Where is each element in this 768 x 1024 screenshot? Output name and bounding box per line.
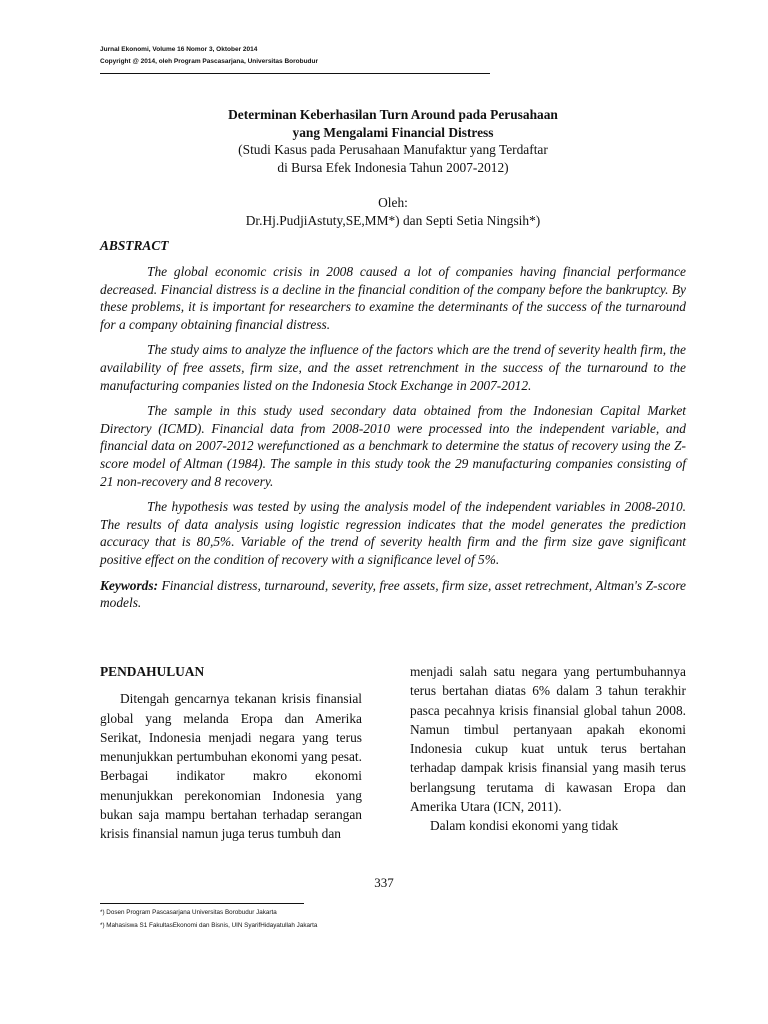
paper-title-line-1: Determinan Keberhasilan Turn Around pada Perusahaan — [228, 107, 558, 122]
abstract-body — [100, 263, 686, 620]
by-label: Oleh: — [378, 195, 408, 211]
keywords-list: Financial distress, turnaround, severity, free assets, firm size, asset retrechment, Altman's Z-score models. — [100, 577, 686, 611]
journal-volume-line: Jurnal Ekonomi, Volume 16 Nomor 3, Oktober 2014 — [100, 46, 258, 53]
copyright-line: Copyright @ 2014, oleh Program Pascasarjana, Universitas Borobudur — [100, 58, 319, 65]
abstract-paragraph-3: The sample in this study used secondary data obtained from the Indonesian Capital Market Directory (ICMD). Financial data from 2008-2010 were processed into the independent variable, and financial data on 2007-2012 werefunctioned as a benchmark to determine the status of recovery using the Z-score model of Altman (1984). The sample in this study took the 29 manufacturing companies consisting of 21 non-recovery and 8 recovery. — [100, 403, 686, 489]
abstract-paragraph-4: The hypothesis was tested by using the analysis model of the independent variables in 2008-2010. The results of data analysis using logistic regression indicates that the model generates the prediction accuracy that is 80,5%. Variable of the trend of severity health firm and the firm size gave significant positive effect on the condition of recovery with a significance level of 5%. — [100, 499, 686, 567]
intro-paragraph-right-2: Dalam kondisi ekonomi yang tidak — [430, 818, 619, 834]
footnotes — [100, 906, 600, 932]
paper-subtitle-line-2: di Bursa Efek Indonesia Tahun 2007-2012) — [277, 159, 509, 175]
abstract-paragraph-1: The global economic crisis in 2008 caused a lot of companies having financial performance decreased. Financial distress is a decline in the financial condition of the company before the bankruptcy. By these problems, it is important for researchers to examine the determinants of the success of the turnaround for a company obtaining financial distress. — [100, 264, 686, 332]
intro-paragraph-left: Ditengah gencarnya tekanan krisis finansial global yang melanda Eropa dan Amerika Serikat, Indonesia menjadi negara yang terus menunjukkan pertumbuhan ekonomi yang pesat. Berbagai indikator makro ekonomi menunjukkan perekonomian Indonesia yang bukan saja mampu bertahan terhadap serangan krisis finansial namun juga terus tumbuh dan — [100, 691, 362, 842]
intro-paragraph-right: menjadi salah satu negara yang pertumbuhannya terus bertahan diatas 6% dalam 3 tahun terakhir pasca pecahnya krisis finansial global tahun 2008. Namun timbul pertanyaan apakah ekonomi Indonesia cukup kuat untuk terus bertahan terhadap dampak krisis finansial yang masih terus berlangsung terutama di kawasan Eropa dan Amerika Utara (ICN, 2011). — [410, 664, 686, 815]
keywords — [100, 577, 686, 612]
page-number: 337 — [374, 875, 394, 890]
body-right-column — [410, 662, 686, 836]
footnote-2: *) Mahasiswa S1 FakultasEkonomi dan Bisnis, UIN SyarifHidayatullah Jakarta — [100, 922, 318, 929]
abstract-heading: ABSTRACT — [100, 238, 169, 253]
abstract-paragraph-2: The study aims to analyze the influence of the factors which are the trend of severity health firm, the availability of free assets, firm size, and the asset retrenchment in the success of the turnaround to the manufacturing companies listed on the Indonesia Stock Exchange in 2007-2012. — [100, 342, 686, 393]
paper-title-line-2: yang Mengalami Financial Distress — [292, 124, 494, 140]
title-block — [100, 106, 686, 230]
section-heading-pendahuluan: PENDAHULUAN — [100, 664, 205, 679]
authors: Dr.Hj.PudjiAstuty,SE,MM*) dan Septi Setia Ningsih*) — [245, 212, 541, 228]
header-divider — [100, 73, 490, 74]
body-left-column — [100, 662, 362, 844]
footnote-1: *) Dosen Program Pascasarjana Universitas Borobudur Jakarta — [100, 909, 277, 916]
journal-header — [100, 44, 700, 68]
footnote-divider — [100, 903, 304, 904]
paper-subtitle-line-1: (Studi Kasus pada Perusahaan Manufaktur yang Terdaftar — [238, 142, 548, 158]
keywords-label: Keywords: — [100, 577, 159, 593]
